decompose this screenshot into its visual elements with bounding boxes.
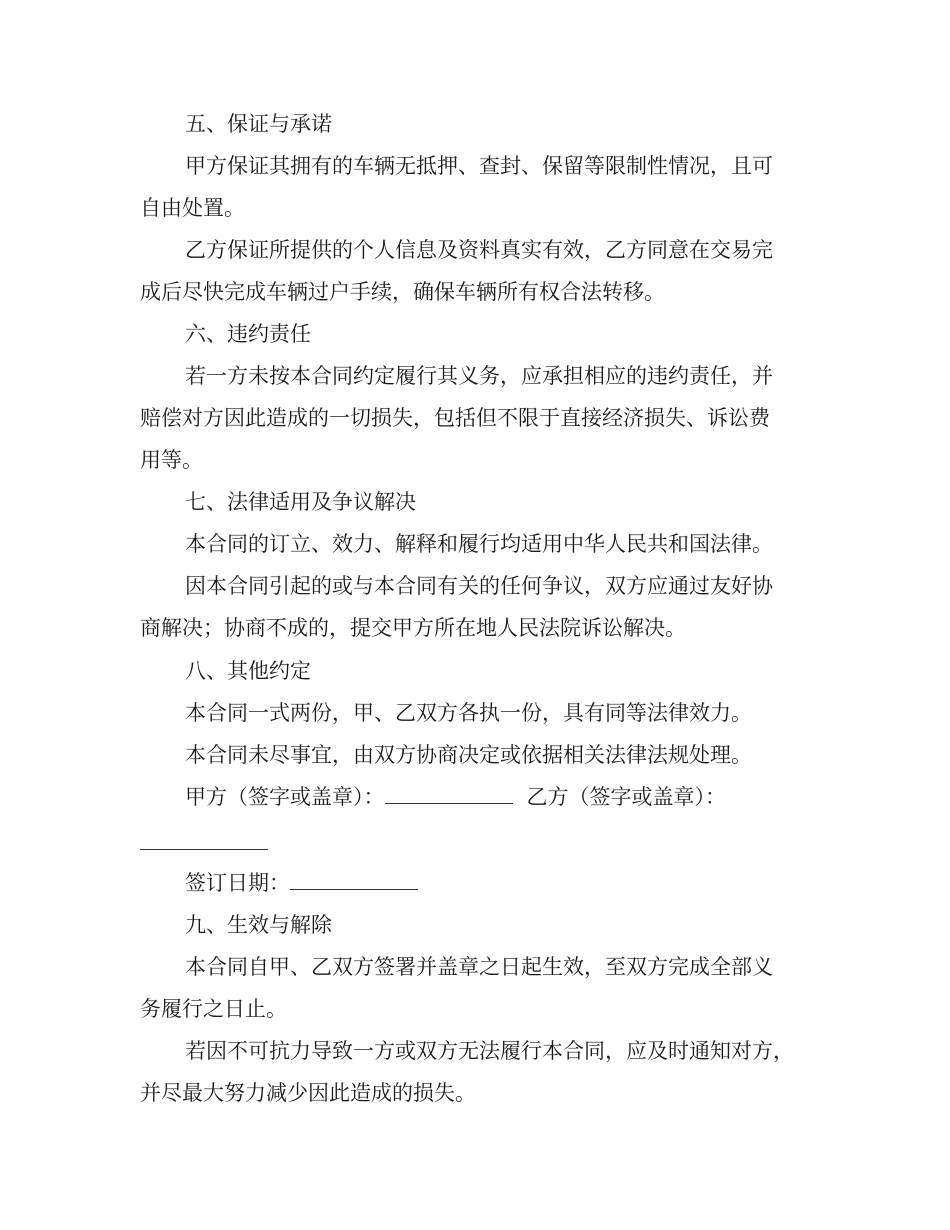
paragraph-line: 本合同的订立、效力、解释和履行均适用中华人民共和国法律。 — [185, 532, 773, 556]
paragraph-line: 若一方未按本合同约定履行其义务，应承担相应的违约责任，并 — [185, 364, 773, 388]
section-heading-6: 六、违约责任 — [185, 322, 311, 346]
paragraph-line: 因本合同引起的或与本合同有关的任何争议，双方应通过友好协 — [185, 574, 773, 598]
paragraph-line: 若因不可抗力导致一方或双方无法履行本合同，应及时通知对方， — [185, 1039, 794, 1063]
paragraph-line: 乙方保证所提供的个人信息及资料真实有效，乙方同意在交易完 — [185, 238, 773, 262]
party-b-signature-label: 乙方（签字或盖章）： — [526, 785, 726, 809]
paragraph-line: 本合同自甲、乙双方签署并盖章之日起生效，至双方完成全部义 — [185, 955, 773, 979]
paragraph-line: 本合同未尽事宜，由双方协商决定或依据相关法律法规处理。 — [185, 743, 752, 767]
signing-date-label: 签订日期： — [185, 871, 290, 895]
paragraph-line: 甲方保证其拥有的车辆无抵押、查封、保留等限制性情况，且可 — [185, 154, 773, 178]
paragraph-line: 用等。 — [140, 448, 203, 472]
section-heading-9: 九、生效与解除 — [185, 913, 332, 937]
paragraph-line: 务履行之日止。 — [140, 997, 287, 1021]
paragraph-line: 赔偿对方因此造成的一切损失，包括但不限于直接经济损失、诉讼费 — [140, 406, 770, 430]
section-heading-8: 八、其他约定 — [185, 659, 311, 683]
signature-line — [0, 783, 950, 811]
section-heading-5: 五、保证与承诺 — [185, 112, 332, 136]
paragraph-line: 并尽最大努力减少因此造成的损失。 — [140, 1081, 476, 1105]
paragraph-line: 本合同一式两份，甲、乙双方各执一份，具有同等法律效力。 — [185, 701, 752, 725]
paragraph-line: 成后尽快完成车辆过户手续，确保车辆所有权合法转移。 — [140, 280, 665, 304]
party-b-signature-blank — [140, 849, 268, 850]
paragraph-line: 商解决；协商不成的，提交甲方所在地人民法院诉讼解决。 — [140, 616, 686, 640]
party-a-signature-blank — [385, 783, 513, 804]
paragraph-line: 自由处置。 — [140, 196, 245, 220]
party-a-signature-label: 甲方（签字或盖章）： — [185, 785, 385, 809]
section-heading-7: 七、法律适用及争议解决 — [185, 490, 416, 514]
signing-date-blank — [290, 869, 418, 890]
signing-date-line — [0, 869, 950, 897]
